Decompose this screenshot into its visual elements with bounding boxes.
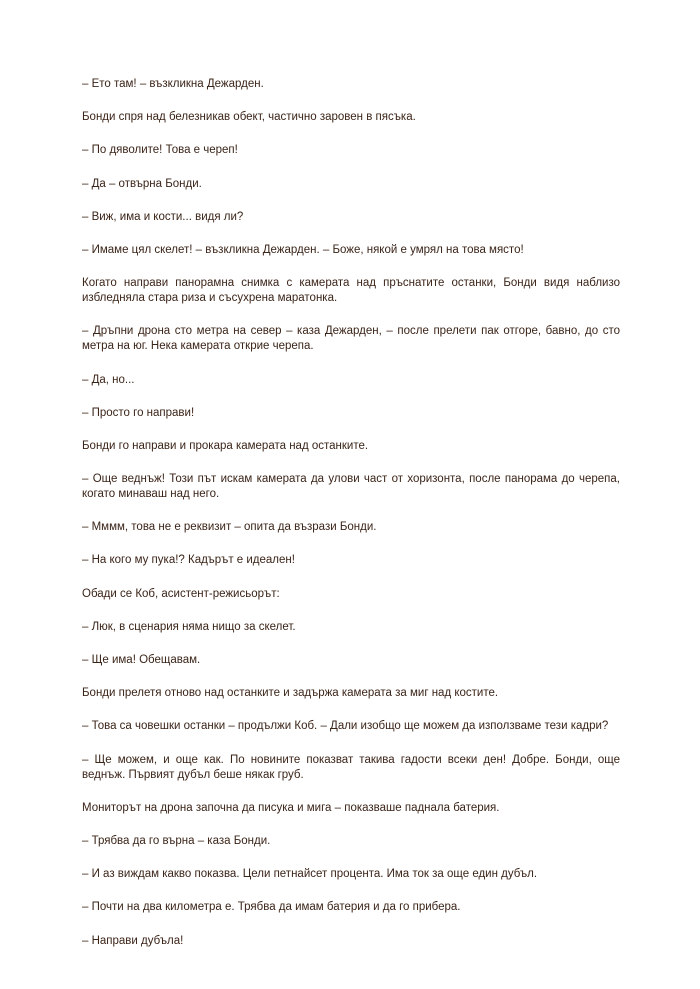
paragraph: Бонди го направи и прокара камерата над останките. [82,439,369,452]
paragraph: Бонди прелетя отново над останките и задържа камерата за миг над костите. [82,687,499,700]
paragraph: – Това са човешки останки – продължи Коб. – Дали изобщо ще можем да използваме тези кадри? [82,720,609,733]
paragraph: – На кого му пука!? Кадърът е идеален! [82,554,295,567]
paragraph: – Просто го направи! [82,406,195,419]
paragraph: Мониторът на дрона започна да писука и мига – показваше паднала батерия. [82,801,500,814]
paragraph: – По дяволите! Това е череп! [82,144,238,157]
paragraph: – Трябва да го върна – каза Бонди. [82,834,271,847]
paragraph: – Мммм, това не е реквизит – опита да възрази Бонди. [82,521,377,534]
paragraph: – Ето там! – възкликна Дежарден. [82,78,264,90]
paragraph: – Почти на два километра е. Трябва да имам батерия и да го прибера. [82,901,461,914]
paragraph: – Люк, в сценария няма нищо за скелет. [82,620,296,633]
paragraph: – Да, но... [82,373,135,386]
paragraph: – Ще има! Обещавам. [82,654,201,666]
document-body [82,77,620,967]
paragraph: – Да – отвърна Бонди. [82,177,202,190]
paragraph: – И аз виждам какво показва. Цели петнайсет процента. Има ток за още един дубъл. [82,868,538,881]
paragraph: – Имаме цял скелет! – възкликна Дежарден. – Боже, някой е умрял на това място! [82,243,524,256]
paragraph: Бонди спря над белезникав обект, частично заровен в пясъка. [82,111,416,124]
paragraph: – Още веднъж! Този път искам камерата да улови част от хоризонта, после панорама до черепа, когато минаваш над него. [82,473,620,501]
paragraph: Обади се Коб, асистент-режисьорът: [82,587,280,600]
paragraph: – Ще можем, и още как. По новините показват такива гадости всеки ден! Добре. Бонди, още веднъж. Първият дубъл беше някак груб. [82,753,620,781]
paragraph: Когато направи панорамна снимка с камерата над пръснатите останки, Бонди видя наблизо избледняла стара риза и съсухрена маратонка. [82,277,620,305]
paragraph: – Направи дубъла! [82,934,184,947]
paragraph: – Дръпни дрона сто метра на север – каза Дежарден, – после прелети пак отгоре, бавно, до сто метра на юг. Нека камерата открие черепа. [82,325,620,353]
paragraph: – Виж, има и кости... видя ли? [82,210,244,223]
